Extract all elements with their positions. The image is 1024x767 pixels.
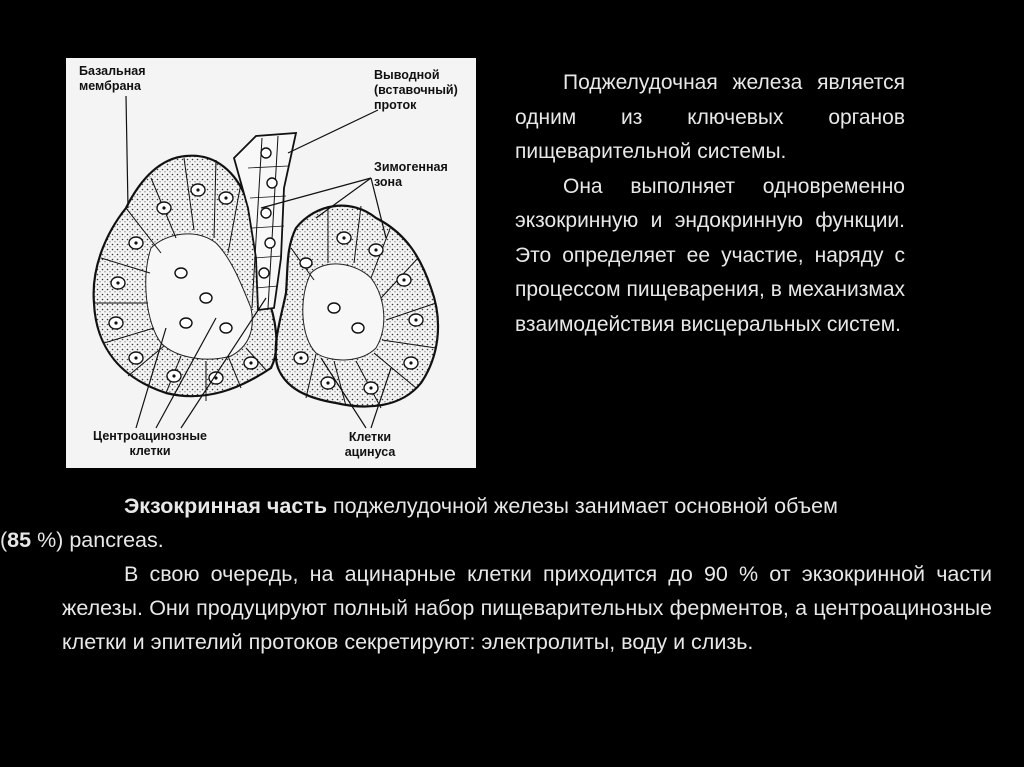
bottom-text-block xyxy=(0,489,992,659)
label-duct: Выводной (вставочный) проток xyxy=(374,68,458,112)
label-zymogen-zone: Зимогенная зона xyxy=(374,160,448,189)
exocrine-part-term: Экзокринная часть xyxy=(124,494,328,518)
label-basal-membrane: Базальная мембрана xyxy=(79,64,146,93)
label-acinus-cells: Клетки ацинуса xyxy=(344,430,396,459)
side-text-block xyxy=(515,66,905,342)
side-paragraph-2: Она выполняет одновременно экзокринную и эндокринную функции. Это определяет ее участие, наряду с процессом пищеварения, в механизмах взаимодействия висцеральных систем. xyxy=(515,174,905,336)
bottom-paragraph-2: В свою очередь, на ацинарные клетки приходится до 90 % от экзокринной части железы. Они продуцируют полный набор пищеварительных ферментов, а центроацинозные клетки и эпителий протоков секретируют: электролиты, воду и слизь. xyxy=(62,562,992,654)
bottom-p1-rest: поджелудочной железы занимает основной объем xyxy=(327,494,838,518)
label-centroacinar-cells: Центроацинозные клетки xyxy=(93,429,207,458)
percent-value: 85 xyxy=(7,528,32,552)
bottom-p1-open: ( xyxy=(0,528,8,552)
acinus-diagram xyxy=(66,58,476,468)
acinus-illustration xyxy=(66,58,476,468)
side-paragraph-1: Поджелудочная железа является одним из ключевых органов пищеварительной системы. xyxy=(515,71,905,163)
bottom-p1-close: %) pancreas. xyxy=(31,528,164,552)
bottom-paragraph-1 xyxy=(0,489,992,557)
